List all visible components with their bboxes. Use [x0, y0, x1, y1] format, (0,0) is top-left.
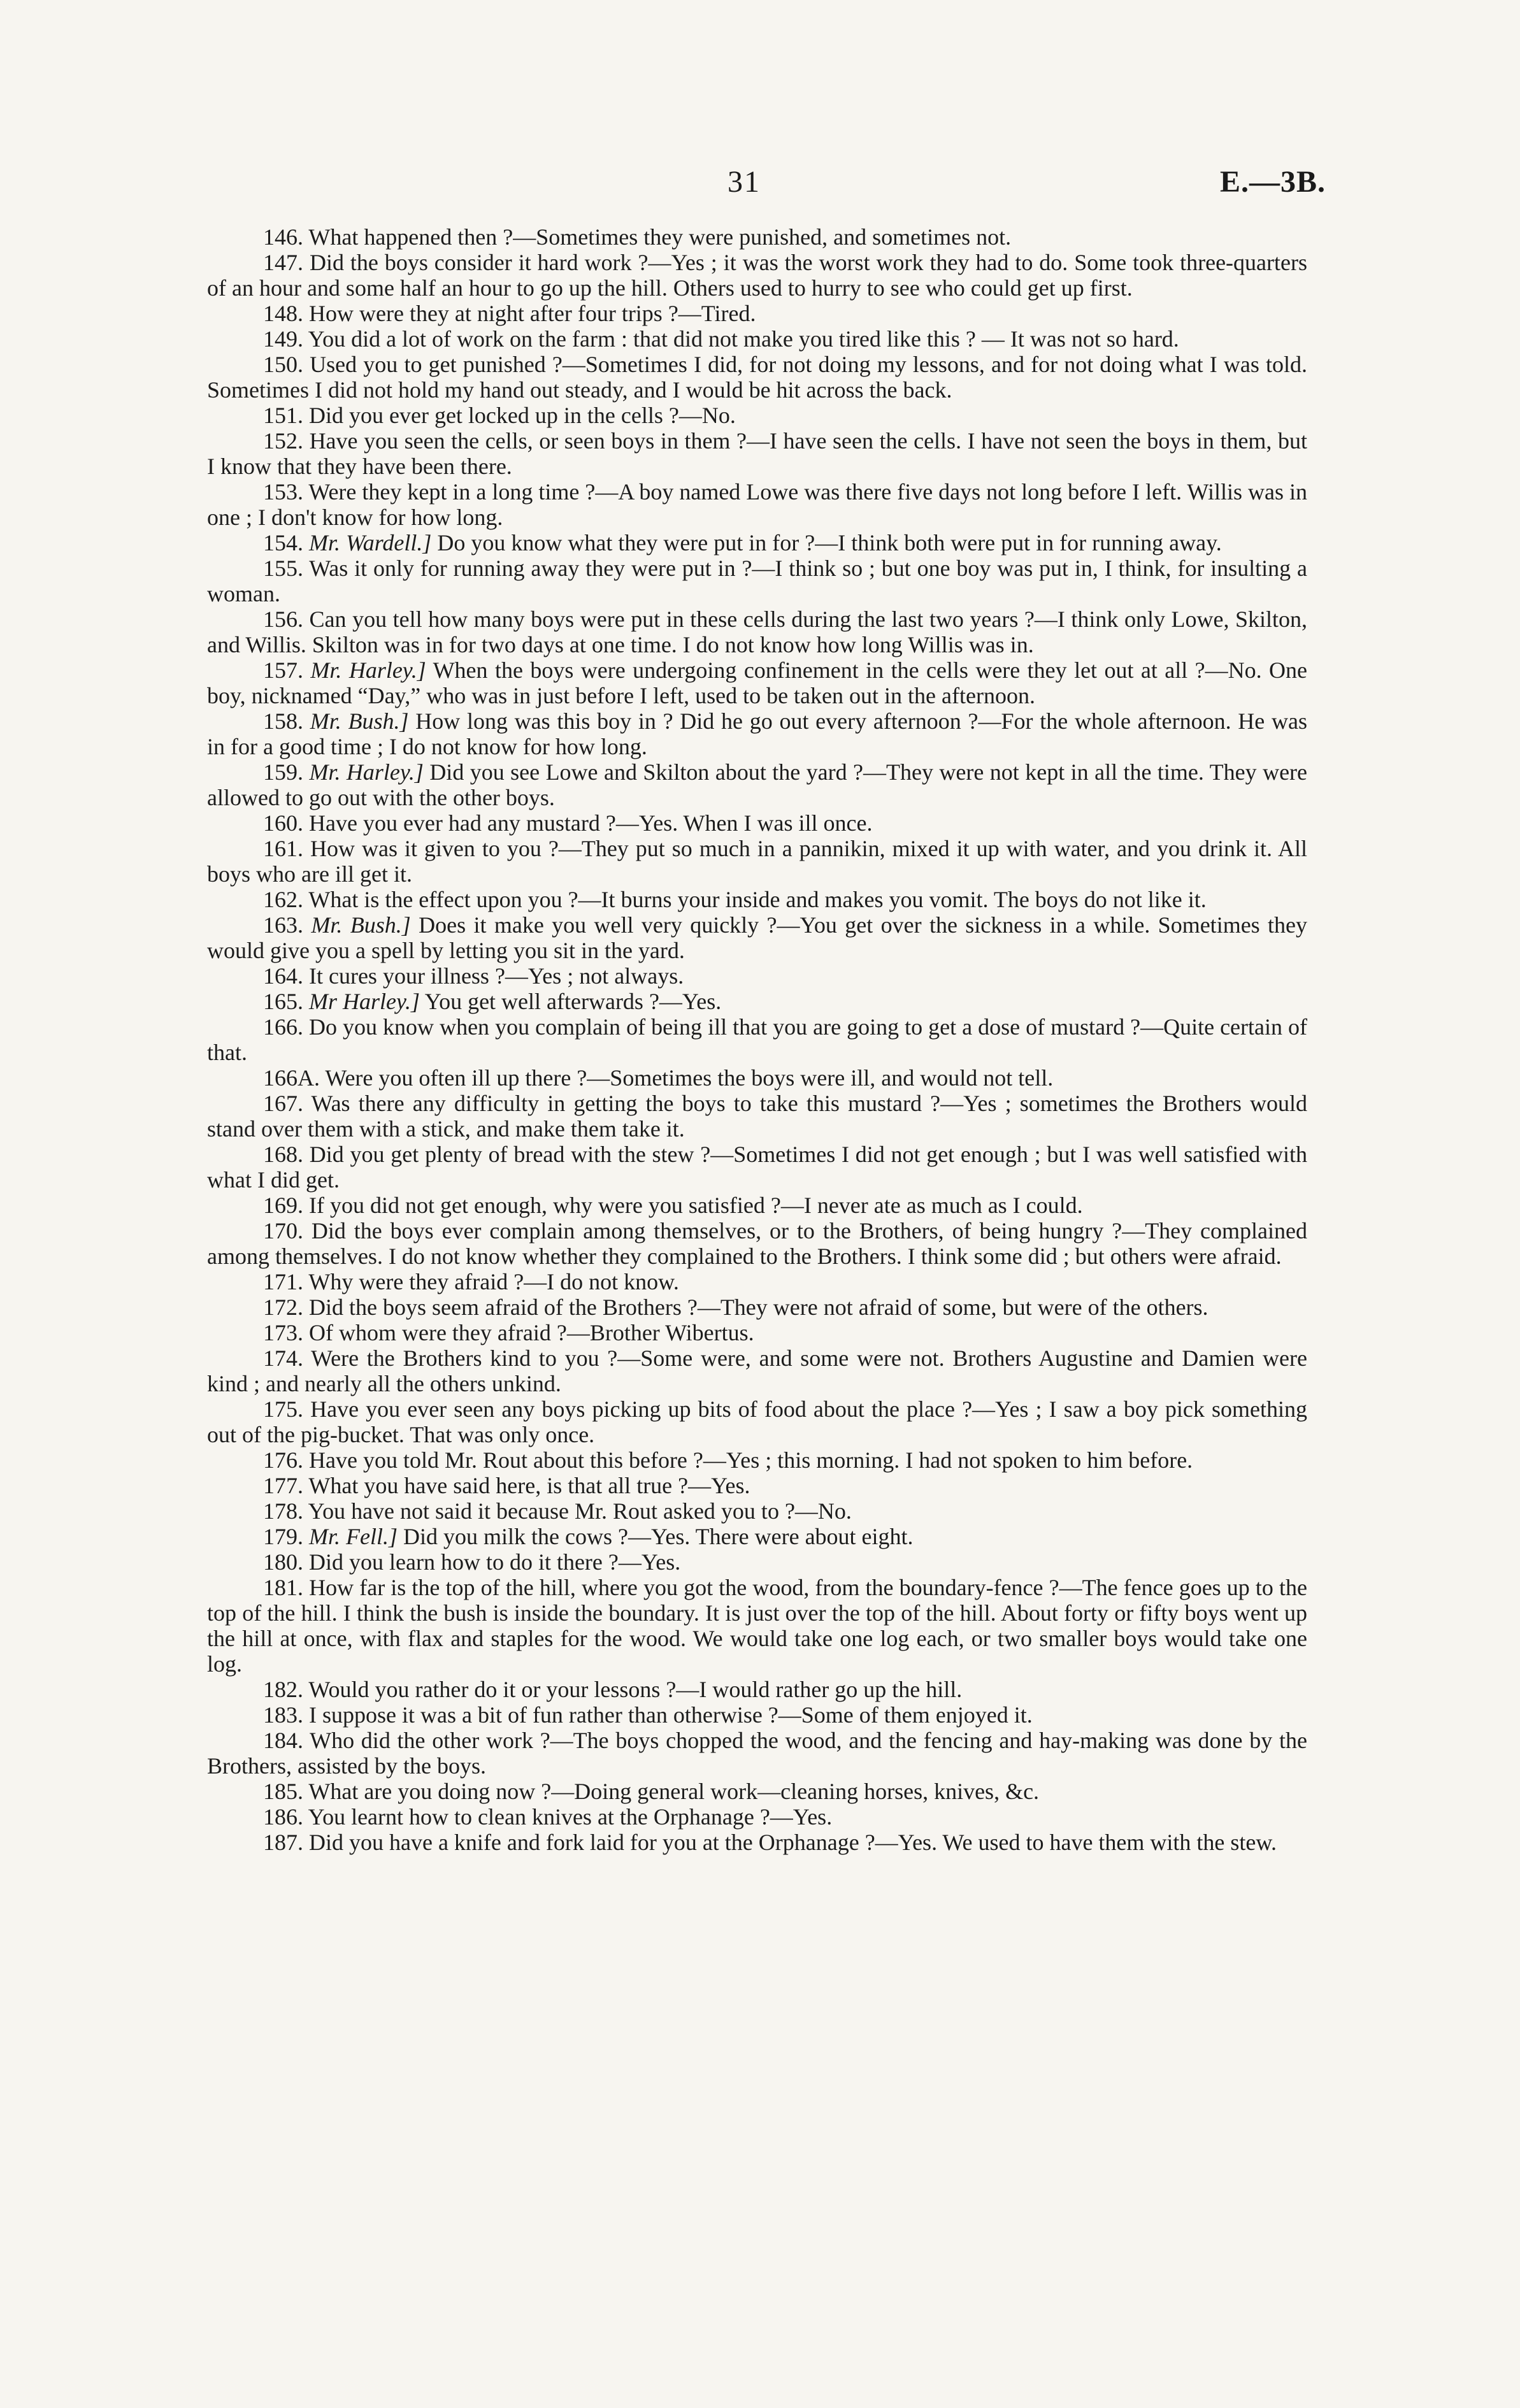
examiner-name: Mr. Harley.]: [309, 759, 424, 785]
testimony-paragraph: [207, 1830, 1307, 1855]
question-number: 159.: [263, 759, 303, 785]
question-answer-text: I suppose it was a bit of fun rather than otherwise ?—Some of them enjoyed it.: [309, 1702, 1033, 1728]
testimony-paragraph: [207, 1804, 1307, 1830]
testimony-body: [207, 224, 1307, 1855]
testimony-paragraph: [207, 1091, 1307, 1142]
testimony-paragraph: [207, 250, 1307, 301]
testimony-paragraph: [207, 479, 1307, 530]
question-answer-text: You did a lot of work on the farm : that did not make you tired like this ? — It was not so hard.: [308, 326, 1179, 352]
question-answer-text: Did you have a knife and fork laid for you at the Orphanage ?—Yes. We used to have them with the stew.: [309, 1830, 1277, 1855]
question-answer-text: Was there any difficulty in getting the boys to take this mustard ?—Yes ; sometimes the Brothers would stand over them with a stick, and make them take it.: [207, 1091, 1307, 1142]
question-answer-text: You learnt how to clean knives at the Orphanage ?—Yes.: [308, 1804, 833, 1830]
question-number: 162.: [263, 887, 303, 912]
question-number: 166A.: [263, 1065, 320, 1091]
testimony-paragraph: [207, 1193, 1307, 1218]
question-number: 168.: [263, 1142, 303, 1167]
question-answer-text: Were they kept in a long time ?—A boy named Lowe was there five days not long before I left. Willis was in one ; I don't know for how long.: [207, 479, 1307, 530]
question-number: 165.: [263, 989, 303, 1014]
question-answer-text: Would you rather do it or your lessons ?—I would rather go up the hill.: [308, 1677, 963, 1702]
question-number: 170.: [263, 1218, 303, 1243]
question-answer-text: Can you tell how many boys were put in these cells during the last two years ?—I think only Lowe, Skilton, and Willis. Skilton was in for two days at one time. I do not know how long Willis was in.: [207, 606, 1308, 657]
testimony-paragraph: [207, 1065, 1307, 1091]
question-answer-text: Have you ever had any mustard ?—Yes. When I was ill once.: [309, 810, 873, 836]
question-answer-text: Does it make you well very quickly ?—You get over the sickness in a while. Sometimes they would give you a spell by letting you sit in the yard.: [207, 912, 1308, 963]
question-number: 152.: [263, 428, 303, 454]
question-number: 148.: [263, 301, 303, 326]
testimony-paragraph: [207, 1498, 1307, 1524]
question-answer-text: What is the effect upon you ?—It burns your inside and makes you vomit. The boys do not like it.: [308, 887, 1207, 912]
testimony-paragraph: [207, 912, 1307, 963]
question-number: 149.: [263, 326, 303, 352]
question-answer-text: Have you told Mr. Rout about this before ?—Yes ; this morning. I had not spoken to him before.: [309, 1447, 1193, 1473]
question-number: 150.: [263, 352, 303, 377]
testimony-paragraph: [207, 887, 1307, 912]
testimony-paragraph: [207, 1345, 1307, 1396]
question-number: 156.: [263, 606, 303, 632]
question-answer-text: Have you ever seen any boys picking up bits of food about the place ?—Yes ; I saw a boy pick something out of the pig-bucket. That was only once.: [207, 1396, 1307, 1447]
examiner-name: Mr Harley.]: [309, 989, 420, 1014]
question-answer-text: Did you milk the cows ?—Yes. There were about eight.: [403, 1524, 914, 1549]
testimony-paragraph: [207, 1218, 1307, 1269]
question-number: 173.: [263, 1320, 303, 1345]
page-number: 31: [728, 165, 761, 199]
question-number: 172.: [263, 1294, 303, 1320]
question-number: 166.: [263, 1014, 303, 1040]
question-answer-text: How were they at night after four trips ?—Tired.: [309, 301, 756, 326]
question-number: 151.: [263, 403, 303, 428]
testimony-paragraph: [207, 224, 1307, 250]
question-answer-text: You get well afterwards ?—Yes.: [424, 989, 722, 1014]
question-answer-text: It cures your illness ?—Yes ; not always.: [309, 963, 684, 989]
question-answer-text: Did you see Lowe and Skilton about the yard ?—They were not kept in all the time. They were allowed to go out with the other boys.: [207, 759, 1308, 810]
testimony-paragraph: [207, 352, 1307, 403]
testimony-paragraph: [207, 708, 1307, 759]
testimony-paragraph: [207, 606, 1307, 657]
question-answer-text: What you have said here, is that all true ?—Yes.: [308, 1473, 750, 1498]
testimony-paragraph: [207, 428, 1307, 479]
question-answer-text: You have not said it because Mr. Rout asked you to ?—No.: [308, 1498, 852, 1524]
testimony-paragraph: [207, 1320, 1307, 1345]
question-answer-text: How was it given to you ?—They put so much in a pannikin, mixed it up with water, and you drink it. All boys who are ill get it.: [207, 836, 1307, 887]
testimony-paragraph: [207, 1728, 1307, 1779]
question-number: 174.: [263, 1345, 303, 1371]
question-number: 175.: [263, 1396, 303, 1422]
testimony-paragraph: [207, 1473, 1307, 1498]
testimony-paragraph: [207, 301, 1307, 326]
question-number: 186.: [263, 1804, 303, 1830]
question-answer-text: How far is the top of the hill, where you got the wood, from the boundary-fence ?—The fence goes up to the top of the hill. I think the bush is inside the boundary. It is just over the top of the hill. About forty or fifty boys went up the hill at once, with flax and staples for the wood. We would take one log each, or two smaller boys would take one log.: [207, 1575, 1308, 1677]
testimony-paragraph: [207, 530, 1307, 555]
question-number: 153.: [263, 479, 303, 505]
question-answer-text: Do you know what they were put in for ?—I think both were put in for running away.: [437, 530, 1222, 555]
testimony-paragraph: [207, 1779, 1307, 1804]
question-answer-text: Were you often ill up there ?—Sometimes the boys were ill, and would not tell.: [325, 1065, 1054, 1091]
question-number: 183.: [263, 1702, 303, 1728]
testimony-paragraph: [207, 1524, 1307, 1549]
testimony-paragraph: [207, 1575, 1307, 1677]
question-number: 158.: [263, 708, 303, 734]
question-number: 176.: [263, 1447, 303, 1473]
question-answer-text: Of whom were they afraid ?—Brother Wibertus.: [309, 1320, 754, 1345]
testimony-paragraph: [207, 1269, 1307, 1294]
testimony-paragraph: [207, 1014, 1307, 1065]
testimony-paragraph: [207, 810, 1307, 836]
testimony-paragraph: [207, 1677, 1307, 1702]
question-number: 181.: [263, 1575, 303, 1600]
question-number: 184.: [263, 1728, 303, 1753]
question-number: 160.: [263, 810, 303, 836]
testimony-paragraph: [207, 989, 1307, 1014]
question-answer-text: Do you know when you complain of being ill that you are going to get a dose of mustard ?—Quite certain of that.: [207, 1014, 1308, 1065]
question-answer-text: Why were they afraid ?—I do not know.: [308, 1269, 679, 1294]
testimony-paragraph: [207, 836, 1307, 887]
examiner-name: Mr. Bush.]: [311, 912, 411, 938]
testimony-paragraph: [207, 963, 1307, 989]
examiner-name: Mr. Bush.]: [310, 708, 409, 734]
question-answer-text: If you did not get enough, why were you satisfied ?—I never ate as much as I could.: [309, 1193, 1083, 1218]
question-answer-text: Used you to get punished ?—Sometimes I did, for not doing my lessons, and for not doing what I was told. Sometimes I did not hold my hand out steady, and I would be hit across the back.: [207, 352, 1307, 403]
question-number: 146.: [263, 224, 303, 250]
question-number: 182.: [263, 1677, 303, 1702]
question-answer-text: Were the Brothers kind to you ?—Some were, and some were not. Brothers Augustine and Damien were kind ; and nearly all the others unkind.: [207, 1345, 1307, 1396]
question-number: 178.: [263, 1498, 303, 1524]
question-number: 147.: [263, 250, 303, 275]
question-number: 169.: [263, 1193, 303, 1218]
examiner-name: Mr. Wardell.]: [309, 530, 432, 555]
question-number: 171.: [263, 1269, 303, 1294]
examiner-name: Mr. Fell.]: [309, 1524, 398, 1549]
question-number: 185.: [263, 1779, 303, 1804]
testimony-paragraph: [207, 403, 1307, 428]
testimony-paragraph: [207, 1142, 1307, 1193]
question-number: 167.: [263, 1091, 303, 1116]
document-reference: E.—3B.: [1220, 165, 1326, 199]
question-number: 164.: [263, 963, 303, 989]
question-answer-text: When the boys were undergoing confinement in the cells were they let out at all ?—No. One boy, nicknamed “Day,” who was in just before I left, used to be taken out in the afternoon.: [207, 657, 1307, 708]
testimony-paragraph: [207, 1294, 1307, 1320]
question-answer-text: Did you ever get locked up in the cells ?—No.: [309, 403, 736, 428]
question-answer-text: How long was this boy in ? Did he go out every afternoon ?—For the whole afternoon. He was in for a good time ; I do not know for how long.: [207, 708, 1308, 759]
question-number: 163.: [263, 912, 303, 938]
question-number: 155.: [263, 555, 303, 581]
question-answer-text: Did you learn how to do it there ?—Yes.: [309, 1549, 681, 1575]
question-number: 180.: [263, 1549, 303, 1575]
question-answer-text: What happened then ?—Sometimes they were punished, and sometimes not.: [308, 224, 1012, 250]
testimony-paragraph: [207, 1702, 1307, 1728]
question-number: 187.: [263, 1830, 303, 1855]
testimony-paragraph: [207, 1447, 1307, 1473]
question-answer-text: Did you get plenty of bread with the stew ?—Sometimes I did not get enough ; but I was well satisfied with what I did get.: [207, 1142, 1308, 1193]
question-number: 161.: [263, 836, 303, 861]
testimony-paragraph: [207, 1549, 1307, 1575]
question-number: 179.: [263, 1524, 303, 1549]
question-number: 154.: [263, 530, 303, 555]
page-header: [0, 164, 1520, 209]
question-answer-text: Did the boys consider it hard work ?—Yes ; it was the worst work they had to do. Some took three-quarters of an hour and some half an hour to go up the hill. Others used to hurry to see who could get up first.: [207, 250, 1307, 301]
testimony-paragraph: [207, 326, 1307, 352]
question-answer-text: What are you doing now ?—Doing general work—cleaning horses, knives, &c.: [308, 1779, 1040, 1804]
testimony-paragraph: [207, 1396, 1307, 1447]
testimony-paragraph: [207, 657, 1307, 708]
question-answer-text: Did the boys ever complain among themselves, or to the Brothers, of being hungry ?—They complained among themselves. I do not know whether they complained to the Brothers. I think some did ; but others were afraid.: [207, 1218, 1308, 1269]
question-number: 157.: [263, 657, 303, 683]
question-answer-text: Did the boys seem afraid of the Brothers ?—They were not afraid of some, but were of the others.: [309, 1294, 1208, 1320]
question-answer-text: Have you seen the cells, or seen boys in them ?—I have seen the cells. I have not seen the boys in them, but I know that they have been there.: [207, 428, 1307, 479]
testimony-paragraph: [207, 759, 1307, 810]
question-answer-text: Was it only for running away they were put in ?—I think so ; but one boy was put in, I think, for insulting a woman.: [207, 555, 1307, 606]
testimony-paragraph: [207, 555, 1307, 606]
examiner-name: Mr. Harley.]: [310, 657, 426, 683]
question-number: 177.: [263, 1473, 303, 1498]
question-answer-text: Who did the other work ?—The boys chopped the wood, and the fencing and hay-making was done by the Brothers, assisted by the boys.: [207, 1728, 1307, 1779]
